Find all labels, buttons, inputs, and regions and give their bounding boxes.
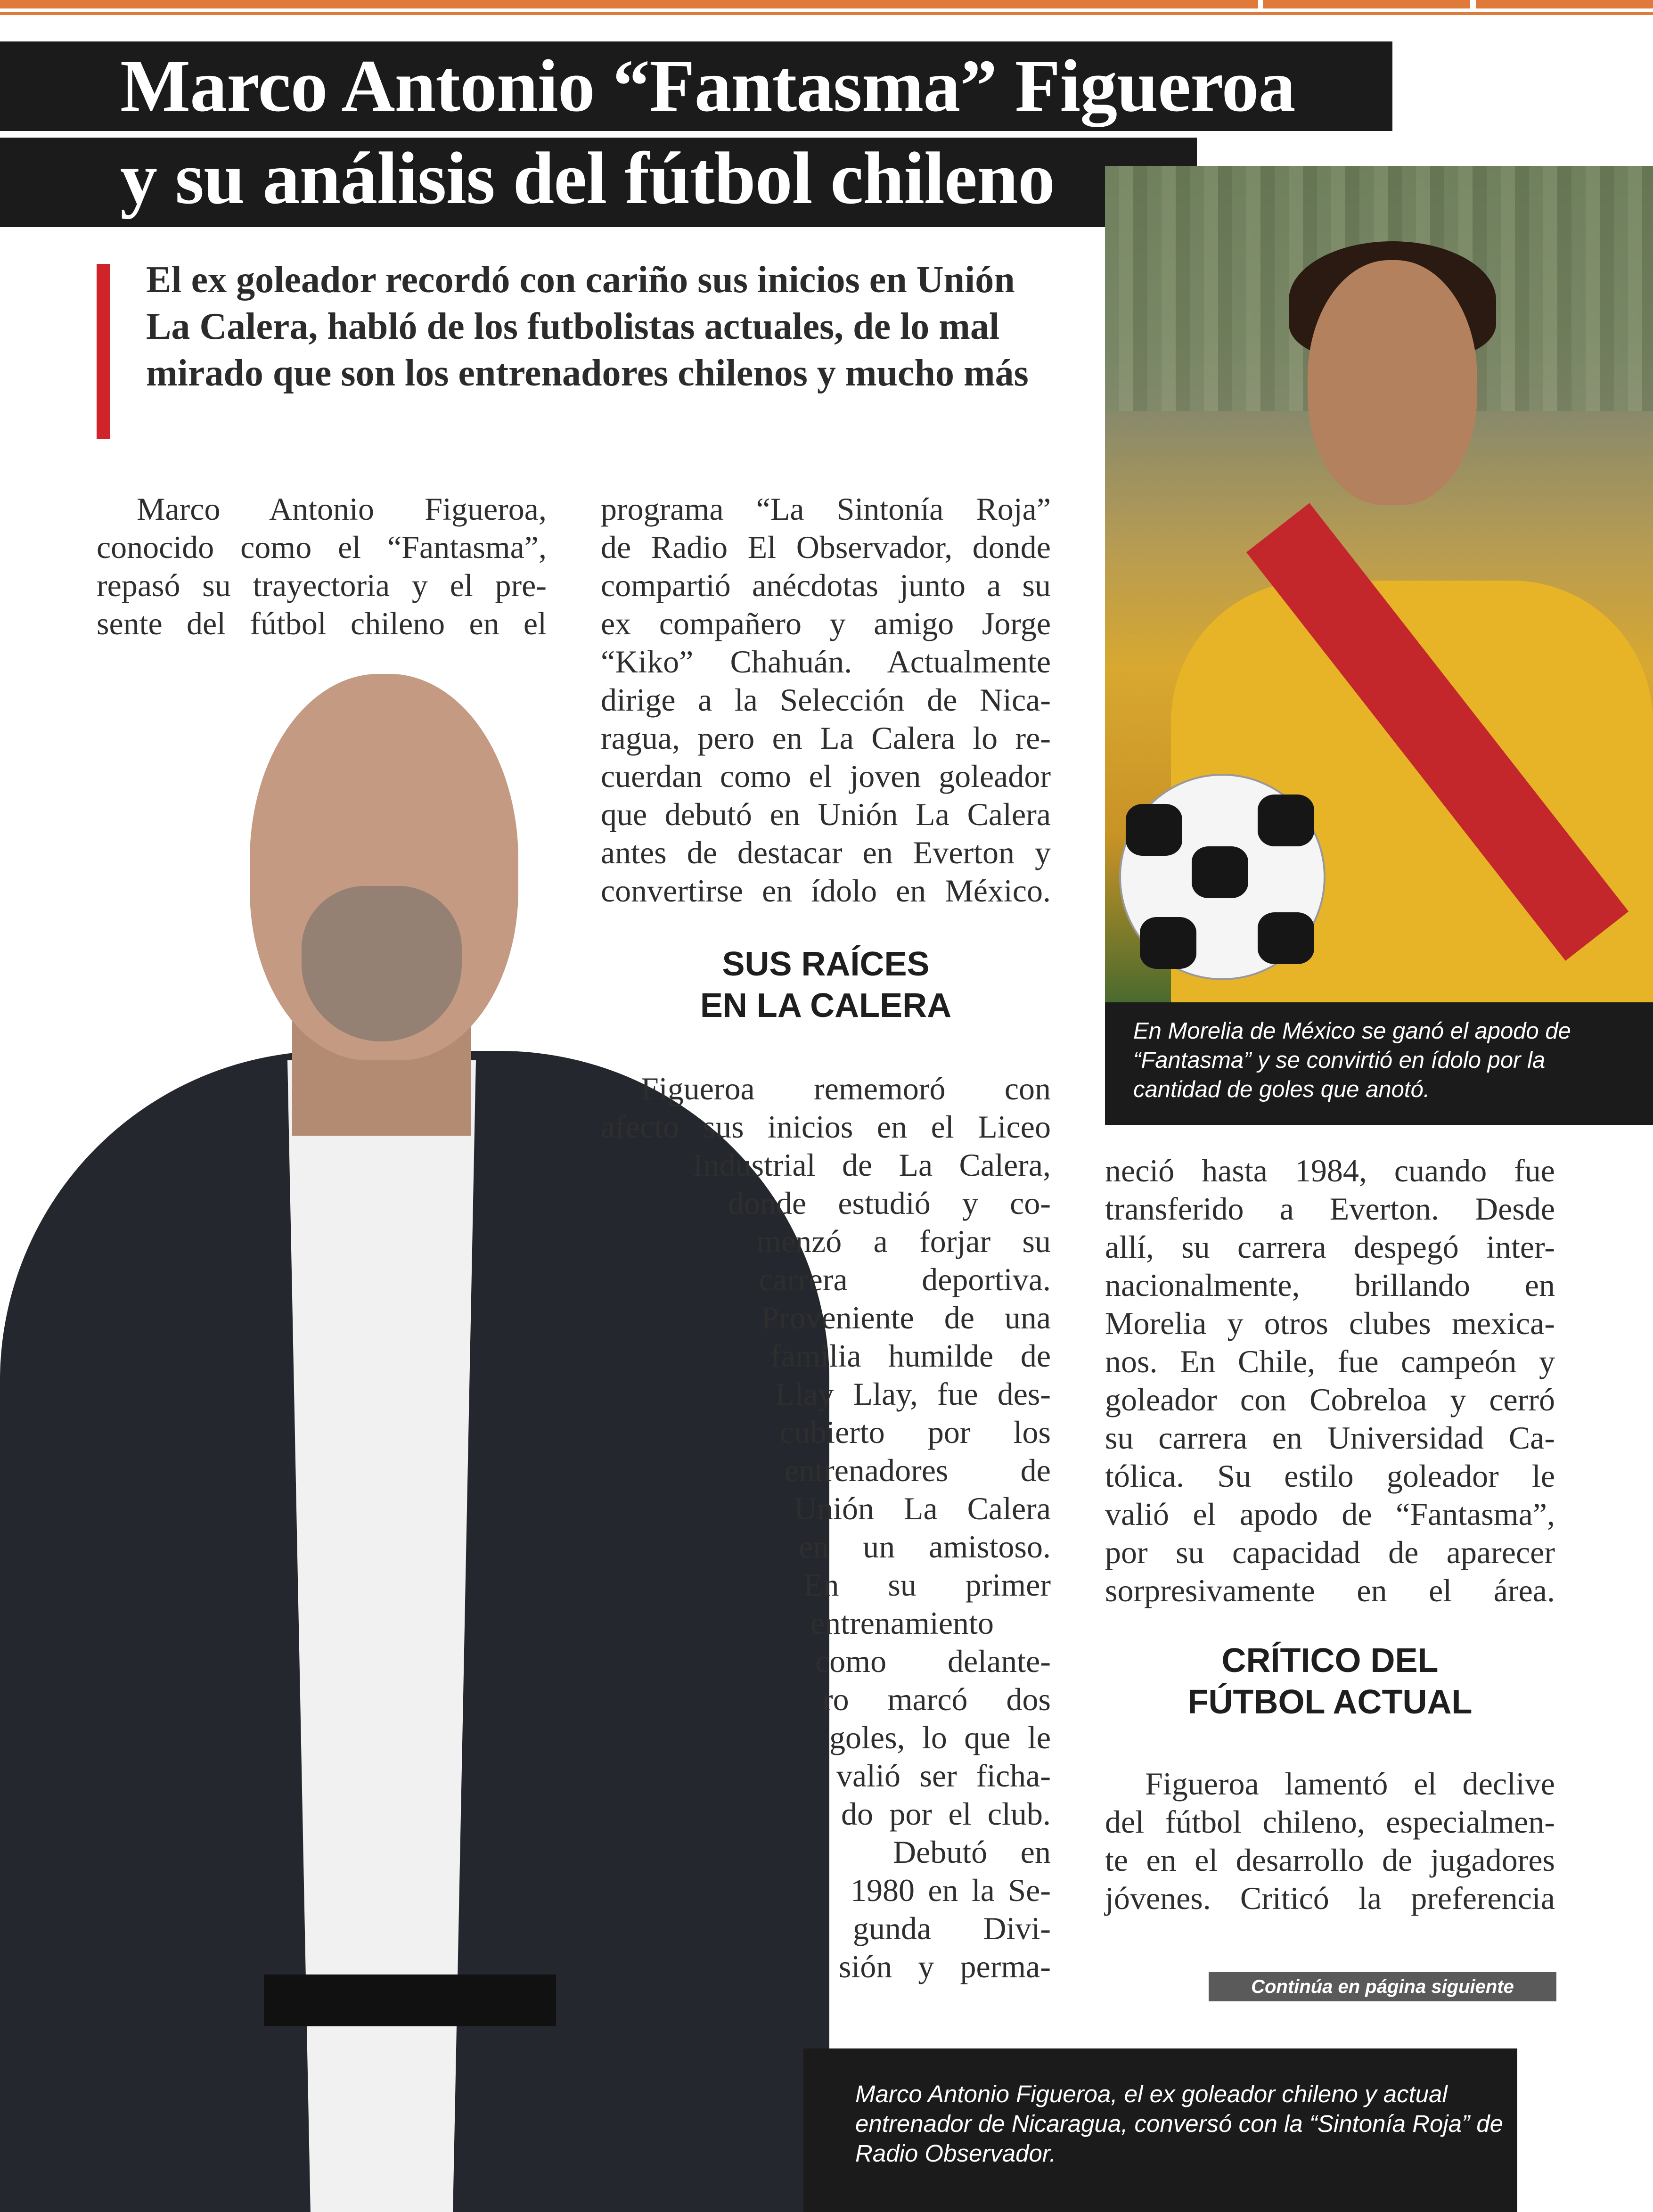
text-line: “Kiko” Chahuán. Actualmente [601,644,1051,680]
text-line: antes de destacar en Everton y [601,835,1051,870]
text-line: carrera deportiva. [759,1262,1051,1297]
belt [264,1974,556,2026]
text-line: convertirse en ídolo en México. [601,873,1051,909]
text-line: donde estudió y co- [728,1185,1051,1221]
photo-caption-bottom [803,2048,1517,2212]
text-line: valió ser ficha- [836,1758,1051,1794]
morelia-player-photo [1105,166,1653,1002]
headline-line-2: y su análisis del fútbol chileno [120,137,1055,220]
text-line: Morelia y otros clubes mexica- [1105,1305,1555,1341]
text-line: sión y perma- [839,1949,1051,1984]
text-line: cuerdan como el joven goleador [601,758,1051,794]
text-line: valió el apodo de “Fantasma”, [1105,1496,1555,1532]
text-line: en un amistoso. [799,1529,1051,1565]
text-line: sente del fútbol chileno en el [97,606,547,641]
text-line: allí, su carrera despegó inter- [1105,1229,1555,1265]
text-line: dirige a la Selección de Nica- [601,682,1051,718]
text-line: familia humilde de [770,1338,1051,1374]
text-line: su carrera en Universidad Ca- [1105,1420,1555,1456]
headline-line-1: Marco Antonio “Fantasma” Figueroa [120,45,1295,127]
text-line: 1980 en la Se- [851,1872,1051,1908]
text-line: afecto sus inicios en el Liceo [601,1109,1051,1145]
photo-caption-right [1105,1002,1653,1125]
text-line: ragua, pero en La Calera lo re- [601,720,1051,756]
text-line: En su primer [803,1567,1051,1603]
text-line: Proveniente de una [761,1300,1051,1335]
caption-right-text: En Morelia de México se ganó el apodo de “Fantasma” y se convirtió en ídolo por la cantidad de goles que anotó. [1133,1018,1571,1102]
lead-accent-bar [97,264,110,439]
text-line: jóvenes. Criticó la preferencia [1105,1880,1555,1916]
text-line: Debutó en [893,1834,1051,1870]
text-line: transferido a Everton. Desde [1105,1191,1555,1227]
text-line: de Radio El Observador, donde [601,529,1051,565]
column-3-bottom-text [1105,1765,1555,1917]
text-line: que debutó en Unión La Calera [601,796,1051,832]
column-1-text [97,490,547,643]
text-line: compartió anécdotas junto a su [601,567,1051,603]
top-color-strip [0,0,1653,8]
text-line: por su capacidad de aparecer [1105,1534,1555,1570]
text-line: nos. En Chile, fue campeón y [1105,1344,1555,1379]
text-line: programa “La Sintonía Roja” [601,491,1051,527]
text-line: Figueroa rememoró con [641,1071,1051,1106]
text-line: Marco Antonio Figueroa, [137,491,547,527]
text-line: ex compañero y amigo Jorge [601,606,1051,641]
text-line: sorpresivamente en el área. [1105,1573,1555,1608]
text-line: tólica. Su estilo goleador le [1105,1458,1555,1494]
text-line: menzó a forjar su [756,1223,1051,1259]
subheading-line: SUS RAÍCES [722,945,930,983]
text-line: conocido como el “Fantasma”, [97,529,547,565]
text-line: nacionalmente, brillando en [1105,1267,1555,1303]
top-rule [0,12,1653,15]
subheading-line: FÚTBOL ACTUAL [1187,1683,1473,1721]
text-line: entrenamiento [810,1605,994,1641]
subheading-critico [1105,1640,1555,1723]
caption-bottom-text: Marco Antonio Figueroa, el ex goleador chileno y actual entrenador de Nicaragua, conversó con la “Sintonía Roja” de Radio Observador. [855,2081,1503,2167]
subheading-line: CRÍTICO DEL [1221,1642,1439,1679]
text-line: ro marcó dos [822,1681,1051,1717]
goatee-beard [302,886,462,1041]
text-line: do por el club. [841,1796,1051,1832]
continues-next-page-tag: Continúa en página siguiente [1209,1972,1556,2001]
text-line: gunda Divi- [853,1910,1051,1946]
text-line: neció hasta 1984, cuando fue [1105,1153,1555,1188]
player-face [1308,260,1477,505]
text-line: Llay Llay, fue des- [775,1376,1051,1412]
text-line: Industrial de La Calera, [693,1147,1051,1183]
subheading-line: EN LA CALERA [700,987,952,1024]
lead-paragraph: El ex goleador recordó con cariño sus inicios en Unión La Calera, habló de los futbolistas actuales, de lo mal mirado que son los entrenadores chilenos y mucho más [146,259,1029,394]
text-line: goleador con Cobreloa y cerró [1105,1382,1555,1417]
text-line: como delante- [815,1643,1051,1679]
text-line: Figueroa lamentó el declive [1145,1766,1555,1802]
text-line: repasó su trayectoria y el pre- [97,567,547,603]
headline-bar-2 [0,138,1197,227]
text-line: del fútbol chileno, especialmen- [1105,1804,1555,1840]
text-line: te en el desarrollo de jugadores [1105,1842,1555,1878]
text-line: Unión La Calera [794,1491,1051,1526]
column-2-bottom-text [601,1070,1051,1986]
text-line: entrenadores de [785,1452,1051,1488]
subheading-sus-raices [601,943,1051,1026]
headline-bar-1 [0,41,1392,131]
text-line: cubierto por los [780,1414,1051,1450]
text-line: goles, lo que le [829,1720,1051,1755]
column-3-text [1105,1152,1555,1610]
column-2-text [601,490,1051,910]
soccer-ball-icon [1119,774,1326,980]
